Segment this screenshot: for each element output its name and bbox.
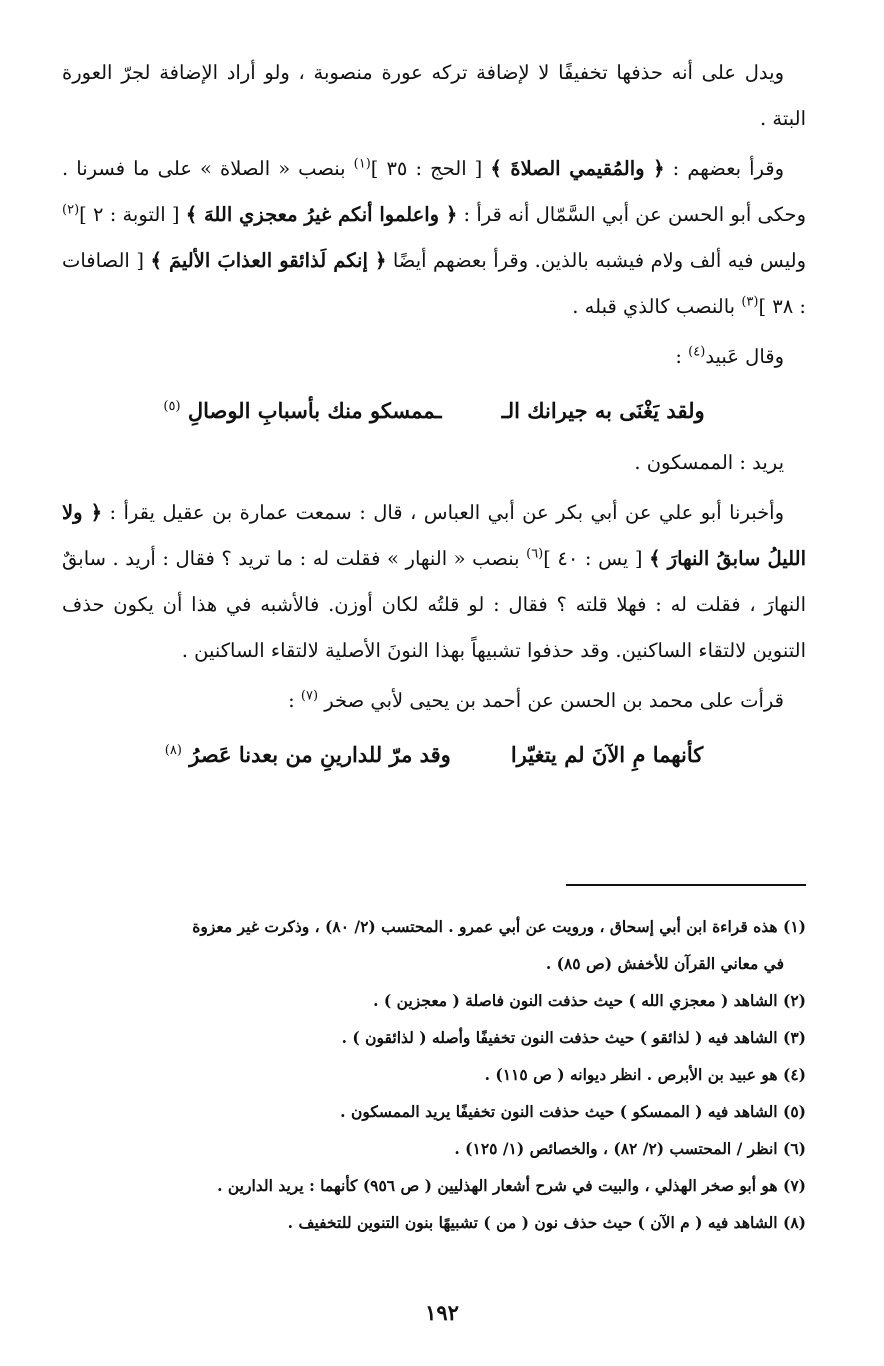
quran-quote: ﴿ ولا الليلُ سابقُ النهارَ ﴾ xyxy=(62,501,806,570)
footnote-number: (٢) xyxy=(782,991,806,1010)
verse-first-hemistich: كأنهما مِ الآنَ لم يتغيّرا xyxy=(510,742,704,767)
verse-text: ـممسكو منك بأسبابِ الوصالِ xyxy=(187,398,442,423)
footnote-number: (٨) xyxy=(782,1213,806,1232)
paragraph-text: وقال عَبيد xyxy=(705,345,784,368)
footnote-text: الشاهد ( معجزي الله ) حيث حذفت النون فاصلة ( معجزين ) . xyxy=(373,991,778,1010)
footnote-text: الشاهد فيه ( م الآن ) حيث حذف نون ( من ) تشبيهًا بنون التنوين للتخفيف . xyxy=(287,1213,778,1232)
footnote-3 xyxy=(62,1019,806,1056)
footnote-4 xyxy=(62,1056,806,1093)
footnote-1-continuation xyxy=(62,945,806,982)
paragraph-1 xyxy=(62,50,806,142)
verse-first-hemistich: ولقد يَغْنَى به جيرانك الـ xyxy=(501,398,705,423)
footnote-ref: (٤) xyxy=(688,344,706,360)
verse-text: وقد مرّ للدارينِ من بعدنا عَصرُ xyxy=(189,742,451,767)
footnote-ref: (٨) xyxy=(164,743,182,758)
paragraph-text: وليس فيه ألف ولام فيشبه بالذين. وقرأ بعضهم أيضًا xyxy=(386,249,807,272)
paragraph-text: بنصب « الصلاة » على ما فسرنا . وحكى أبو الحسن عن أبي السَّمّال أنه قرأ : xyxy=(62,157,807,226)
quran-quote: ﴿ واعلموا أنكم غيرُ معجزي اللهَ ﴾ xyxy=(185,203,458,226)
footnote-text: في معاني القرآن للأخفش (ص ٨٥) . xyxy=(545,954,784,973)
poem-verse-1 xyxy=(62,388,806,434)
footnote-number: (٤) xyxy=(782,1065,806,1084)
paragraph-5 xyxy=(62,490,806,674)
footnote-6 xyxy=(62,1130,806,1167)
footnote-text: الشاهد فيه ( الممسكو ) حيث حذفت النون تخفيفًا يريد الممسكون . xyxy=(340,1102,778,1121)
footnotes xyxy=(62,908,806,1241)
footnote-ref: (٧) xyxy=(300,688,319,704)
paragraph-3 xyxy=(62,334,806,380)
footnote-1 xyxy=(62,908,806,945)
paragraph-2 xyxy=(62,146,806,330)
footnote-7 xyxy=(62,1167,806,1204)
footnote-text: هذه قراءة ابن أبي إسحاق ، ورويت عن أبي عمرو . المحتسب (٢/ ٨٠) ، وذكرت غير معزوة xyxy=(192,917,778,936)
footnote-separator xyxy=(566,884,806,886)
footnote-ref: (٦) xyxy=(526,546,544,562)
footnote-ref: (٥) xyxy=(163,399,181,414)
footnote-ref: (٣) xyxy=(741,294,759,310)
footnote-ref: (٢) xyxy=(62,202,80,218)
citation: [ يس : ٤٠ ] xyxy=(543,547,650,570)
footnote-number: (٥) xyxy=(782,1102,806,1121)
footnote-8 xyxy=(62,1204,806,1241)
footnote-ref: (١) xyxy=(353,156,371,172)
paragraph-text: بنصب « النهار » فقلت له : ما تريد ؟ فقال : أريد . سابقٌ النهارَ ، فقلت له : فهلا قلته ؟ فقال : لو قلتُه لكان أوزن. فالأشبه في هذا أن يكون حذف التنوين لالتقاء الساكنين. وقد حذفوا تشبيهاً بهذا النونَ الأصلية لالتقاء الساكنين . xyxy=(62,547,806,662)
poem-verse-2 xyxy=(62,732,806,778)
paragraph-text: : xyxy=(675,345,689,368)
verse-second-hemistich xyxy=(163,388,441,434)
paragraph-text: يريد : الممسكون . xyxy=(634,451,784,474)
paragraph-text: بالنصب كالذي قبله . xyxy=(572,295,742,318)
paragraph-text: ويدل على أنه حذفها تخفيفًا لا لإضافة تركه عورة منصوبة ، ولو أراد الإضافة لجرّ العورة البتة . xyxy=(62,61,806,130)
footnote-number: (٧) xyxy=(782,1176,806,1195)
footnote-number: (٦) xyxy=(782,1139,806,1158)
footnote-5 xyxy=(62,1093,806,1130)
page-number: ١٩٢ xyxy=(425,1300,459,1325)
verse-second-hemistich xyxy=(165,732,451,778)
quran-quote: ﴿ والمُقيمي الصلاةَ ﴾ xyxy=(490,157,665,180)
footnote-text: هو عبيد بن الأبرص . انظر ديوانه ( ص ١١٥) . xyxy=(484,1065,778,1084)
paragraph-text: : xyxy=(288,689,301,712)
footnote-text: انظر / المحتسب (٢/ ٨٢) ، والخصائص (١/ ١٢٥) . xyxy=(454,1139,778,1158)
citation: [ التوبة : ٢ ] xyxy=(79,203,186,226)
footnote-text: هو أبو صخر الهذلي ، والبيت في شرح أشعار الهذليين ( ص ٩٥٦) كأنهما : يريد الدارين . xyxy=(217,1176,778,1195)
citation: [ الصافات : ٣٨ ] xyxy=(62,249,806,318)
main-text xyxy=(62,50,806,784)
paragraph-6 xyxy=(62,678,806,724)
paragraph-4 xyxy=(62,440,806,486)
paragraph-text: وقرأ بعضهم : xyxy=(664,157,785,180)
quran-quote: ﴿ إنكم لَذائقو العذابَ الأليمَ ﴾ xyxy=(150,249,387,272)
footnote-2 xyxy=(62,982,806,1019)
citation: [ الحج : ٣٥ ] xyxy=(370,157,491,180)
footnote-text: الشاهد فيه ( لذائقو ) حيث حذفت النون تخفيفًا وأصله ( لذائقون ) . xyxy=(341,1028,778,1047)
footnote-number: (٣) xyxy=(782,1028,806,1047)
paragraph-text: قرأت على محمد بن الحسن عن أحمد بن يحيى لأبي صخر xyxy=(324,689,784,712)
footnote-number: (١) xyxy=(782,917,806,936)
paragraph-text: وأخبرنا أبو علي عن أبي بكر عن أبي العباس ، قال : سمعت عمارة بن عقيل يقرأ : xyxy=(102,501,784,524)
